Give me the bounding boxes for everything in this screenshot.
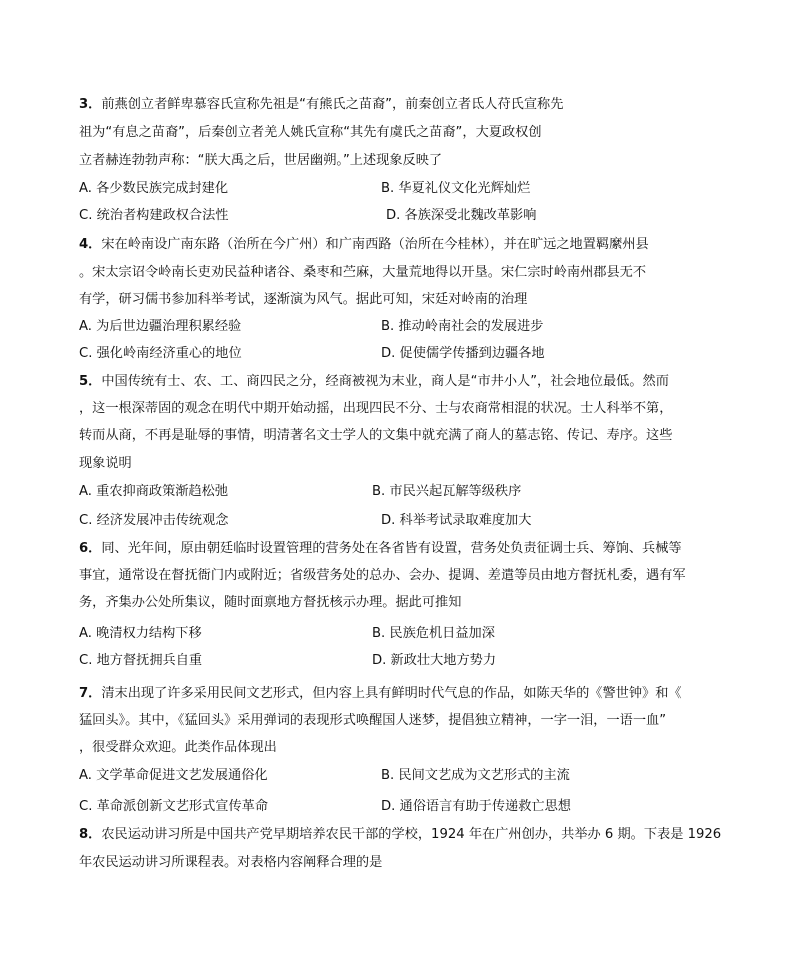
question-7-line-2: 猛回头》。其中，《猛回头》采用弹词的表现形式唤醒国人迷梦，提倡独立精神，一字一泪，一语一血” — [79, 713, 667, 728]
question-6-line-2: 事宜，通常设在督抚衙门内或附近；省级营务处的总办、会办、提调、差遣等员由地方督抚札委，遇有军 — [79, 568, 686, 583]
question-5-line-1: 5．中国传统有士、农、工、商四民之分，经商被视为末业，商人是“市井小人”，社会地位最低。然而 — [79, 374, 669, 389]
question-5-option-d: D. 科举考试录取难度加大 — [381, 513, 532, 528]
question-7-option-a: A. 文学革命促进文艺发展通俗化 — [79, 768, 268, 783]
question-4-line-2: 。宋太宗诏令岭南长吏劝民益种诸谷、桑枣和苎麻，大量荒地得以开垦。宋仁宗时岭南州郡县无不 — [79, 265, 647, 280]
question-6-option-c: C. 地方督抚拥兵自重 — [79, 653, 203, 668]
question-3-option-c: C. 统治者构建政权合法性 — [79, 208, 229, 223]
question-5-line-4: 现象说明 — [79, 456, 132, 471]
question-3-option-a: A. 各少数民族完成封建化 — [79, 181, 229, 196]
question-7-line-1: 7．清末出现了许多采用民间文艺形式，但内容上具有鲜明时代气息的作品，如陈天华的《警世钟》和《 — [79, 686, 682, 701]
question-5-line-2: ，这一根深蒂固的观念在明代中期开始动摇，出现四民不分、士与农商常相混的状况。士人科举不第， — [79, 401, 673, 416]
question-5-option-b: B. 市民兴起瓦解等级秩序 — [372, 484, 522, 499]
question-7-line-3: ，很受群众欢迎。此类作品体现出 — [79, 740, 277, 755]
question-6-option-d: D. 新政壮大地方势力 — [372, 653, 497, 668]
question-4-line-3: 有学，研习儒书参加科举考试，逐渐演为风气。据此可知，宋廷对岭南的治理 — [79, 292, 528, 307]
question-4-option-c: C. 强化岭南经济重心的地位 — [79, 346, 242, 361]
question-5-line-3: 转而从商，不再是耻辱的事情，明清著名文士学人的文集中就充满了商人的墓志铭、传记、寿序。这些 — [79, 428, 673, 443]
question-5-option-c: C. 经济发展冲击传统观念 — [79, 513, 229, 528]
question-6-line-3: 务，齐集办公处所集议，随时面禀地方督抚核示办理。据此可推知 — [79, 595, 462, 610]
question-4-number: 4． — [79, 237, 102, 252]
question-7-number: 7． — [79, 686, 102, 701]
question-3-option-b: B. 华夏礼仪文化光辉灿烂 — [381, 181, 531, 196]
question-3-option-d: D. 各族深受北魏改革影响 — [386, 208, 537, 223]
question-7-option-c: C. 革命派创新文艺形式宣传革命 — [79, 799, 269, 814]
question-7-option-d: D. 通俗语言有助于传递救亡思想 — [381, 799, 571, 814]
question-4-option-a: A. 为后世边疆治理积累经验 — [79, 319, 242, 334]
question-6-line-1: 6．同、光年间，原由朝廷临时设置管理的营务处在各省皆有设置，营务处负责征调士兵、筹饷、兵械等 — [79, 541, 682, 556]
question-5-number: 5． — [79, 374, 102, 389]
question-8-line-2: 年农民运动讲习所课程表。对表格内容阐释合理的是 — [79, 855, 383, 870]
question-6-number: 6． — [79, 541, 102, 556]
question-4-line-1: 4．宋在岭南设广南东路（治所在今广州）和广南西路（治所在今桂林），并在旷远之地置羁縻州县 — [79, 237, 649, 252]
question-7-option-b: B. 民间文艺成为文艺形式的主流 — [381, 768, 570, 783]
question-6-option-a: A. 晚清权力结构下移 — [79, 626, 202, 641]
question-3-line-1: 3．前燕创立者鲜卑慕容氏宣称先祖是“有熊氏之苗裔”，前秦创立者氐人苻氏宣称先 — [79, 97, 564, 112]
question-6-option-b: B. 民族危机日益加深 — [372, 626, 495, 641]
question-8-number: 8． — [79, 827, 102, 842]
question-4-option-b: B. 推动岭南社会的发展进步 — [381, 319, 544, 334]
question-3-line-2: 祖为“有息之苗裔”，后秦创立者羌人姚氏宣称“其先有虞氏之苗裔”，大夏政权创 — [79, 125, 542, 140]
question-4-option-d: D. 促使儒学传播到边疆各地 — [381, 346, 545, 361]
question-5-option-a: A. 重农抑商政策渐趋松弛 — [79, 484, 229, 499]
question-3-line-3: 立者赫连勃勃声称：“朕大禹之后，世居幽朔。”上述现象反映了 — [79, 153, 443, 168]
question-8-line-1: 8．农民运动讲习所是中国共产党早期培养农民干部的学校，1924 年在广州创办，共举办 6 期。下表是 1926 — [79, 827, 722, 842]
question-3-number: 3． — [79, 97, 102, 112]
